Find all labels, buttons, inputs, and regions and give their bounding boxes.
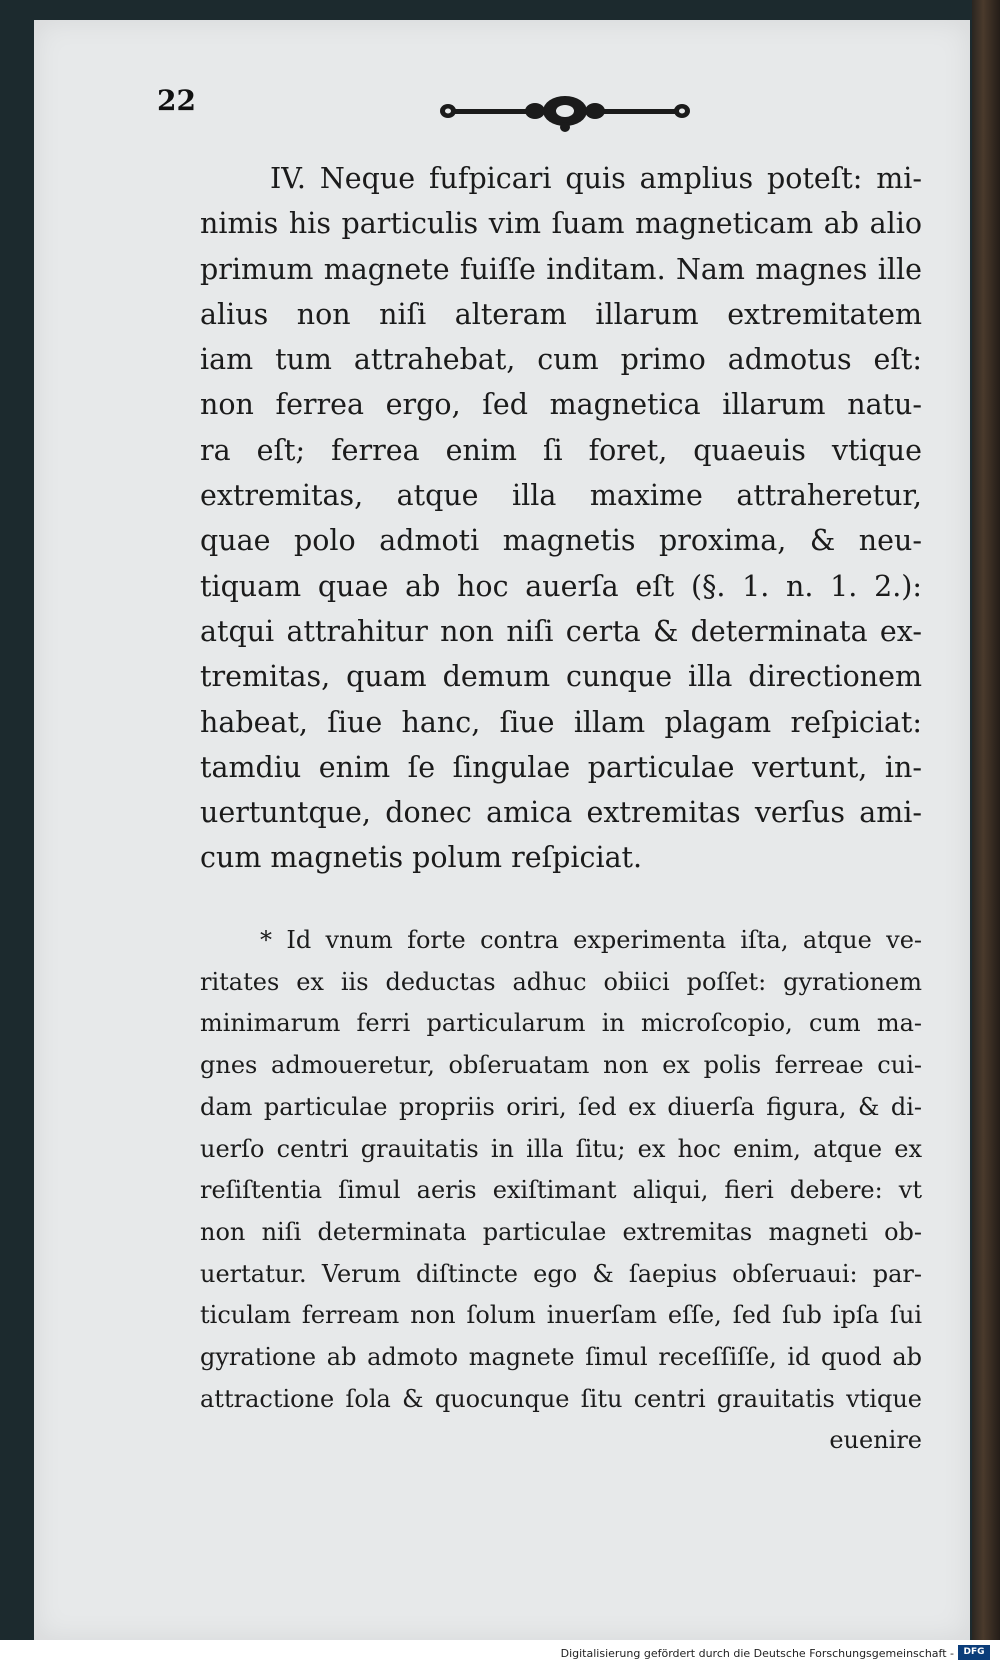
footnote-line: uerſo centri grauitatis in illa ſitu; ex hoc enim, atque ex xyxy=(200,1134,922,1163)
footnote-line: ritates ex iis deductas adhuc obiici poſſet: gyrationem xyxy=(200,967,922,996)
digitization-credit: Digitalisierung gefördert durch die Deutsche Forschungsgemeinschaft - xyxy=(560,1647,954,1660)
text-line: IV. Neque fufpicari quis amplius poteſt: mi- xyxy=(270,162,922,195)
text-line: primum magnete fuiſſe inditam. Nam magnes ille xyxy=(200,252,922,286)
text-line: uertuntque, donec amica extremitas verſus ami- xyxy=(200,796,922,830)
footnote-line: non niſi determinata particulae extremitas magneti ob- xyxy=(200,1217,922,1246)
text-line: nimis his particulis vim ſuam magneticam ab alio xyxy=(200,207,922,241)
main-paragraph xyxy=(200,156,922,881)
dfg-logo[interactable]: DFG xyxy=(958,1645,990,1660)
text-line: cum magnetis polum reſpiciat. xyxy=(200,841,643,875)
text-line: tiquam quae ab hoc auerſa eſt (§. 1. n. 1. 2.): xyxy=(200,569,922,603)
text-line: iam tum attrahebat, cum primo admotus eſt: xyxy=(200,343,922,377)
footnote-line: attractione ſola & quocunque ſitu centri grauitatis vtique xyxy=(200,1384,922,1413)
text-line: extremitas, atque illa maxime attraheretur, xyxy=(200,479,922,513)
text-line: quae polo admoti magnetis proxima, & neu- xyxy=(200,524,922,558)
footnote-line: dam particulae propriis oriri, ſed ex diuerſa figura, & di- xyxy=(200,1092,922,1121)
text-line: habeat, ſiue hanc, ſiue illam plagam reſpiciat: xyxy=(200,705,922,739)
printer-ornament-icon xyxy=(440,92,690,132)
text-line: tamdiu enim ſe ſingulae particulae vertunt, in- xyxy=(200,750,922,784)
text-line: alius non niſi alteram illarum extremitatem xyxy=(200,297,922,331)
book-spine xyxy=(972,0,1000,1640)
text-line: atqui attrahitur non niſi certa & determinata ex- xyxy=(200,614,922,648)
footnote-line: gyratione ab admoto magnete ſimul receſſiſſe, id quod ab xyxy=(200,1343,922,1372)
text-line: non ferrea ergo, ſed magnetica illarum natu- xyxy=(200,388,922,422)
page-number: 22 xyxy=(157,84,196,117)
footnote-line: minimarum ferri particularum in microſcopio, cum ma- xyxy=(200,1009,922,1038)
footnote xyxy=(200,920,922,1462)
footnote-line: ticulam ferream non ſolum inuerſam eſſe, ſed ſub ipſa ſui xyxy=(200,1301,922,1330)
footnote-line: * Id vnum forte contra experimenta iſta, atque ve- xyxy=(260,926,922,954)
footnote-line: reſiſtentia ſimul aeris exiſtimant aliqui, fieri debere: vt xyxy=(200,1176,922,1205)
text-line: ra eſt; ferrea enim ſi foret, quaeuis vtique xyxy=(200,433,922,467)
catchword: euenire xyxy=(829,1426,922,1455)
footnote-line: gnes admoueretur, obſeruatam non ex polis ferreae cui- xyxy=(200,1051,922,1080)
text-line: tremitas, quam demum cunque illa directionem xyxy=(200,660,922,694)
footnote-line: uertatur. Verum diſtincte ego & ſaepius obſeruaui: par- xyxy=(200,1259,922,1288)
